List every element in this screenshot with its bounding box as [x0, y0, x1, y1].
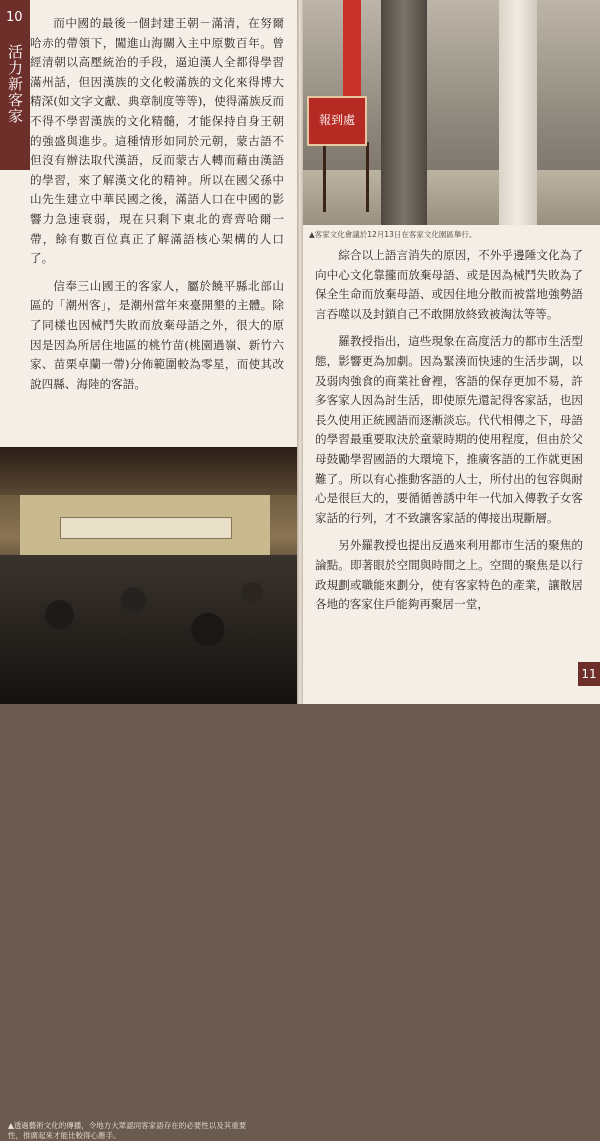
left-body-text: [30, 14, 284, 402]
conference-audience-photo: [0, 447, 297, 1140]
photo-caption-right: ▲客家文化會議於12月13日在客家文化園區舉行。: [309, 230, 477, 239]
paragraph: 而中國的最後一個封建王朝－滿清，在努爾哈赤的帶領下，闖進山海關入主中原數百年。曾經清朝以高壓統治的手段，逼迫漢人全都得學習滿州話，但因漢族的文化較滿族的文化來得博大精深(如文字文獻、典章制度等等)，使得滿族反而不得不學習漢族的文化精髓，才能保持自身王朝的強盛與進步。這種情形如同於元朝，蒙古語不但沒有辦法取代漢語，反而蒙古人轉而藉由漢語的學習，來了解漢文化的精神。所以在國父孫中山先生建立中華民國之後，滿語人口在中國的影響力急速衰弱，現在只剩下東北的齊齊哈爾一帶，餘有數百位真正了解滿語核心架構的人口了。: [30, 16, 284, 266]
section-tab: [0, 0, 30, 170]
photo-caption-left: ▲透過藝術文化的傳播，令地方大眾認同客家語存在的必要性以及其重要性，推廣起來才能比較得心應手。: [8, 1121, 247, 1140]
paragraph: 羅教授指出，這些現象在高度活力的都市生活型態，影響更為加劇。因為緊湊而快速的生活步調，以及弱肉強食的商業社會裡，客語的保存更加不易，許多客家人因為討生活，即使原先還記得客家話，也因長久使用正統國語而逐漸淡忘。代代相傳之下，母語的學習最重要取決於童蒙時期的使用程度，但由於父母鼓勵學習國語的大環境下，推廣客語的工作就更困難了。所以有心推動客語的人士，所付出的包容與耐心是很巨大的，要循循善誘中年一代加入傳教子女客家話的行列，才不致讓客家話的傳接出現斷層。: [315, 334, 583, 525]
paragraph: 信奉三山國王的客家人，屬於饒平縣北部山區的「潮州客」，是潮州當年來臺開墾的主體。除了同樣也因械鬥失敗而放棄母語之外，很大的原因是因為所居住地區的桃竹苗(桃園過嶺、新竹六家、苗栗卓蘭一帶)分佈範圍較為零星，而使其改說四縣、海陸的客語。: [30, 278, 284, 391]
page-number-left: 10: [6, 10, 23, 25]
section-title: 活力新客家: [6, 44, 24, 124]
right-page: [303, 0, 600, 704]
registration-sign: 報到處: [307, 96, 367, 146]
paragraph: 另外羅教授也提出反過來利用都市生活的聚焦的論點。即著眼於空間與時間之上。空間的聚焦是以行政規劃或職能來劃分，使有客家特色的產業，讓散居各地的客家住戶能夠再聚居一堂，: [315, 538, 583, 612]
registration-desk-photo: [303, 0, 600, 225]
paragraph: 綜合以上語言消失的原因，不外乎邊陲文化為了向中心文化靠攏而放棄母語、或是因為械鬥失敗為了保全生命而放棄母語、或因住地分散而被當地強勢語言吞噬以及封鎖自己不敢開放終致被淘汰等等。: [315, 248, 583, 321]
page-number-right: 11: [578, 662, 600, 686]
left-page: [0, 0, 297, 1140]
right-body-text: [315, 246, 583, 623]
